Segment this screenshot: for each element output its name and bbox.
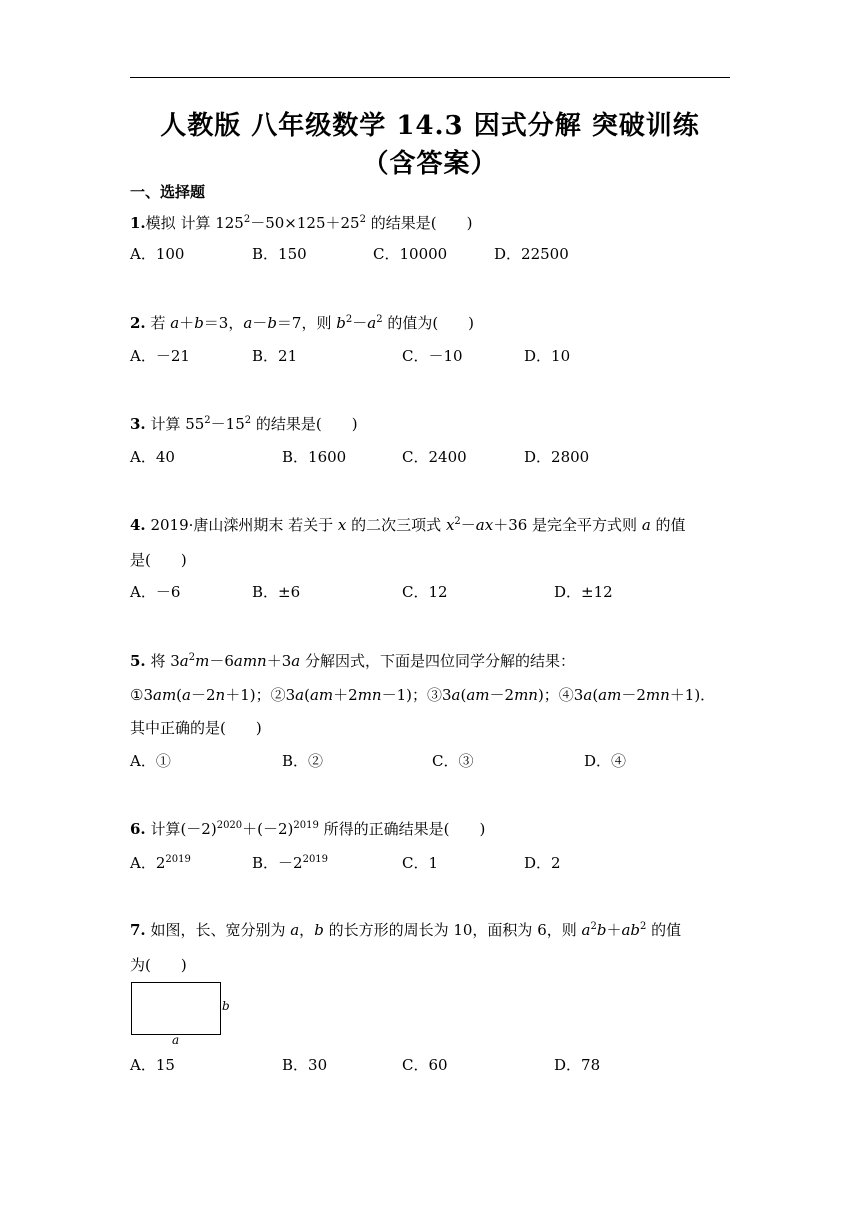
question-4-text: 4. 2019·唐山滦州期末 若关于 x 的二次三项式 $x^2-ax+36$ 是完全平方式则 a 的值 xyxy=(130,516,686,534)
q4-option-b: B．±6 xyxy=(252,583,301,601)
question-7-text: 7. 如图，长、宽分别为 a，b 的长方形的周长为 10，面积为 6，则 $a^2b+ab^2$ 的值 xyxy=(130,921,682,939)
q5-option-c: C．③ xyxy=(432,752,474,770)
q1-option-d: D．22500 xyxy=(494,245,569,263)
question-4-text-line2: 是( ) xyxy=(130,551,187,569)
q3-option-b: B．1600 xyxy=(282,448,347,466)
q5-option-b: B．② xyxy=(282,752,324,770)
page-title: 人教版 八年级数学 14.3 因式分解 突破训练 xyxy=(160,111,700,141)
q6-option-a: A．$2^{2019}$ xyxy=(130,854,191,872)
q7-option-d: D．78 xyxy=(554,1056,601,1074)
q7-option-a: A．15 xyxy=(130,1056,175,1074)
q6-option-c: C．1 xyxy=(402,854,439,872)
header-rule xyxy=(130,77,730,78)
q2-option-a: A．－21 xyxy=(130,347,190,365)
question-5-text: 5. 将 $3a^2m-6amn+3a$ 分解因式，下面是四位同学分解的结果： xyxy=(130,652,575,670)
page-subtitle: （含答案） xyxy=(362,149,498,179)
q7-option-c: C．60 xyxy=(402,1056,448,1074)
question-3-text: 3. 计算 $55^2-15^2$ 的结果是( ) xyxy=(130,415,358,433)
q1-option-b: B．150 xyxy=(252,245,307,263)
q6-option-d: D．2 xyxy=(524,854,561,872)
rectangle-width-label: a xyxy=(172,1033,180,1047)
q5-option-d: D．④ xyxy=(584,752,627,770)
q5-option-a: A．① xyxy=(130,752,171,770)
question-5-choices: ①3am(a－2n＋1)；②3a(am＋2mn－1)；③3a(am－2mn)；④3a(am－2mn＋1)． xyxy=(130,686,716,704)
q4-option-d: D．±12 xyxy=(554,583,613,601)
q3-option-d: D．2800 xyxy=(524,448,590,466)
question-7-text-line2: 为( ) xyxy=(130,956,187,974)
q3-option-a: A．40 xyxy=(130,448,175,466)
q1-option-a: A．100 xyxy=(130,245,185,263)
question-6-text: 6. 计算$(-2)^{2020}+(-2)^{2019}$ 所得的正确结果是( ) xyxy=(130,820,486,838)
rectangle-height-label: b xyxy=(222,999,230,1013)
q2-option-d: D．10 xyxy=(524,347,571,365)
q7-option-b: B．30 xyxy=(282,1056,328,1074)
question-1-text: 1.模拟 计算 $125^2-50\times 125+25^2$ 的结果是( ) xyxy=(130,214,473,232)
question-5-text-line3: 其中正确的是( ) xyxy=(130,719,262,737)
section-heading: 一、选择题 xyxy=(130,183,206,201)
q3-option-c: C．2400 xyxy=(402,448,467,466)
q2-option-c: C．－10 xyxy=(402,347,463,365)
q1-option-c: C．10000 xyxy=(373,245,448,263)
q4-option-a: A．－6 xyxy=(130,583,181,601)
q4-option-c: C．12 xyxy=(402,583,448,601)
question-2-text: 2. 若 a＋b＝3，a－b＝7，则 $b^2-a^2$ 的值为( ) xyxy=(130,314,475,332)
rectangle-figure xyxy=(131,982,221,1035)
q6-option-b: B．$-2^{2019}$ xyxy=(252,854,329,872)
q2-option-b: B．21 xyxy=(252,347,298,365)
